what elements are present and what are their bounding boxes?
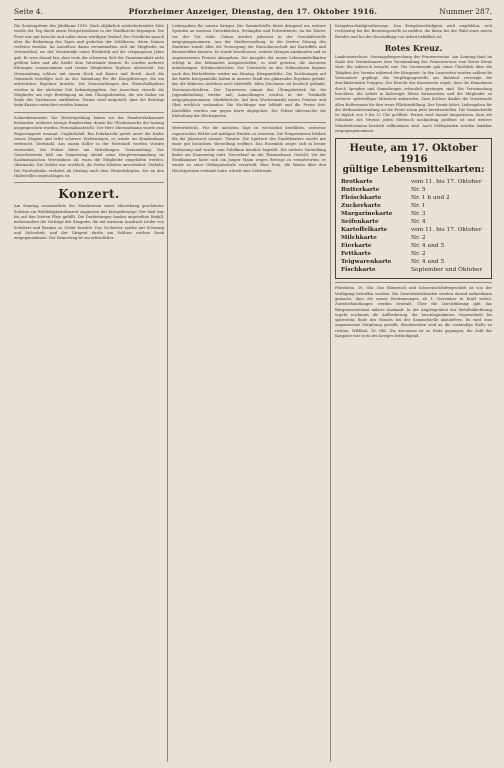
article-separator: [335, 282, 492, 283]
ration-value: Nr. 1: [411, 203, 426, 210]
article-text: Wetterbericht. Für die nächsten Tage ist wechselnd bewölktes, zeitweise regnerisches Wetter mit mäßigen Winden zu erwarten. Die Temperaturen bleiben für die Jahreszeit normal. Theater. Die Spielzeit des Stadttheaters wurde mit einer gut besuchten Vorstellung eröffnet. Das Ensemble zeigte sich in bester Verfassung und wurde vom Publikum herzlich begrüßt. Die nächste Vorstellung findet am Donnerstag statt. Vorverkauf an der Theaterkasse. Gericht. Vor der Strafkammer hatte sich ein junger Mann wegen Betrugs zu verantworten; er wurde zu einer Gefängnisstrafe verurteilt. Eine Frau, die Waren über den Höchstpreisen verkauft hatte, erhielt eine Geldstrafe.: [172, 126, 326, 173]
article-text: Die Sonntagsfeier des Jubiläums 1916. Nach alljährlich wiederkehrender Sitte wurde der Tag durch einen Festgottesdienst in der Stadtkirche begangen. Die Feier war gut besucht und nahm einen würdigen Verlauf. Der Geistliche sprach über die Bedeutung des Tages und gedachte der Gefallenen, deren Namen verlesen wurden. Im Anschluss daran versammelten sich die Mitglieder im Vereinslokal, wo der Vorsitzende einen Rückblick auf die vergangenen Jahre gab. Er wies darauf hin, dass trotz der schweren Zeit der Zusammenhalt nicht gelitten habe und alle Kräfte dem Vaterlande dienen. Es wurden mehrere Ehrungen vorgenommen und treuen Mitgliedern Diplome überreicht. Die Versammlung schloss mit einem Hoch auf Kaiser und Reich. Auch die Gemeinde beteiligte sich an der Sammlung für die Kriegsfürsorge, die ein erfreuliches Ergebnis brachte. Die Veranstaltungen des Winterhalbjahres werden in der nächsten Zeit bekanntgegeben. Der Ausschuss ersucht die Mitglieder um rege Beteiligung an den Übungsabenden, die wie bisher im Saale des Gasthauses stattfinden. Ferner wird mitgeteilt, dass die Beiträge beim Kassier entrichtet werden können.: [14, 24, 164, 108]
ration-row: [341, 210, 486, 218]
ration-row: [341, 194, 486, 202]
ration-row: [341, 178, 486, 186]
ration-value: vom 11. bis 17. Oktober: [411, 179, 482, 186]
ration-value: Nr. 4: [411, 219, 426, 226]
ration-value: Nr. 5: [411, 187, 426, 194]
ration-label: Fleischkarte: [341, 195, 382, 202]
ration-label: Milchkarte: [341, 235, 377, 242]
ration-label: Margarinekarte: [341, 211, 393, 218]
column-right: [335, 24, 492, 762]
article-text: Am Sonntag veranstaltete der Musikverein unter Mitwirkung geschätzter Solisten ein Wohltätigkeitskonzert zugunsten der Kriegsfürsorge. Der Saal war bis auf den letzten Platz gefüllt. Die Darbietungen fanden ungeteilten Beifall, insbesondere die Vorträge der Sängerin, die mit warmem Ausdruck Lieder von Schubert und Brahms zu Gehör brachte. Das Orchester spielte mit Schwung und Sicherheit, und der Dirigent durfte am Schluss reichen Dank entgegennehmen. Der Reinertrag ist ein erfreulicher.: [14, 204, 164, 241]
ration-value: Nr. 4 und 5: [411, 243, 445, 250]
article-separator: [172, 122, 326, 123]
column-rule: [167, 24, 168, 762]
ration-row: [341, 266, 486, 274]
ration-label: Zuckerkarte: [341, 203, 381, 210]
red-cross-heading: Rotes Kreuz.: [384, 42, 443, 53]
food-box-subtitle: gültige Lebensmittelkarten:: [342, 165, 485, 176]
ration-label: Eierkarte: [341, 243, 372, 250]
concert-heading: Konzert.: [58, 187, 120, 202]
article-text: Schneidermeister. Die Meisterprüfung haben vor der Handwerkskammer bestanden: mehrere hiesige Handwerker, denen die Glückwünsche der Innung ausgesprochen wurden. Personalnachricht. Der Herr Oberamtmann wurde zum Regierungsrat ernannt. Unglücksfall. Ein Fuhrknecht geriet unter die Räder seines Wagens und erlitt schwere Verletzungen; er wurde ins Krankenhaus verbracht. Diebstahl. Aus einem Keller in der Weststadt wurden Vorräte entwendet; die Polizei bittet um Mitteilungen. Versammlung. Der Gewerbeverein hält am Donnerstag abend seine Hauptversammlung im Kaufmännischen Vereinshaus ab, wozu die Mitglieder eingeladen werden. Obstmarkt. Die Zufuhr war reichlich, die Preise blieben unverändert. Verkehr. Die Straßenbahn verkehrt ab Montag nach dem Winterfahrplan, der an den Haltestellen angeschlagen ist.: [14, 115, 164, 179]
ration-row: [341, 202, 486, 210]
ration-row: [341, 226, 486, 234]
article-separator: [14, 112, 164, 113]
ration-value: Nr. 3: [411, 211, 426, 218]
ration-row: [341, 218, 486, 226]
column-middle: [172, 24, 326, 762]
ration-value: Nr. 1 b und 2: [411, 195, 450, 202]
ration-label: Kartoffelkarte: [341, 227, 388, 234]
page-header: [14, 5, 492, 20]
ration-value: Nr. 2: [411, 235, 426, 242]
ration-value: Nr. 4 und 5: [411, 259, 445, 266]
column-left: [14, 24, 164, 762]
ration-row: [341, 186, 486, 194]
ration-label: Fettkarte: [341, 251, 372, 258]
ration-list: [341, 178, 486, 274]
food-box-title: Heute, am 17. Oktober 1916: [349, 143, 478, 166]
paper-title: Pforzheimer Anzeiger, Dienstag, den 17. Oktober 1916.: [128, 7, 378, 16]
ration-label: Teigwarenkarte: [341, 259, 392, 266]
ration-row: [341, 250, 486, 258]
ration-row: [341, 242, 486, 250]
ration-value: September und Oktober: [411, 267, 483, 274]
column-rule: [330, 24, 331, 762]
article-text: Liebesgaben für unsere Krieger. Die Sammelstelle bittet dringend um weitere Spenden an warmen Unterkleidern, Strümpfen und Pulswärmern, da der Winter vor der Tür steht. Gaben werden jederzeit in der Geschäftsstelle entgegengenommen. Aus der Stadtverwaltung. In der letzten Sitzung des Stadtrats wurde über die Versorgung der Einwohnerschaft mit Kartoffeln und Brennstoffen beraten. Es wurde beschlossen, weitere Mengen anzukaufen und zu angemessenen Preisen abzugeben. Die Ausgabe der neuen Lebensmittelkarten erfolgt in den bekannten Ausgabestellen; es wird gebeten, die Ausweise mitzubringen. Schulnachrichten. Der Unterricht an den Volksschulen beginnt nach den Herbstferien wieder am Montag. Kriegsanleihe. Die Zeichnungen auf die fünfte Kriegsanleihe haben in unserer Stadt ein glänzendes Ergebnis gehabt, das die früheren Anleihen noch übertrifft. Allen Zeichnern sei herzlich gedankt. Vereinsnachrichten. Der Turnverein nimmt den Übungsbetrieb für die Jugendabteilung wieder auf; Anmeldungen werden in der Turnhalle entgegengenommen. Marktbericht. Auf dem Wochenmarkt waren Gemüse und Obst reichlich vorhanden. Die Nachfrage war lebhaft und die Preise fest. Kartoffeln wurden nur gegen Karte abgegeben. Die Polizei überwachte die Einhaltung der Höchstpreise.: [172, 24, 326, 119]
ration-value: Nr. 2: [411, 251, 426, 258]
page-label: Seite 4.: [14, 7, 43, 16]
article-text: Kriegsbeschädigtenfürsorge. Den Kriegsbeschädigten wird empfohlen, sich rechtzeitig bei der Beratungsstelle zu melden, die ihnen bei der Wahl eines neuen Berufes und bei der Beschaffung von Arbeit behilflich ist.: [335, 24, 492, 39]
ration-row: [341, 258, 486, 266]
ration-label: Butterkarte: [341, 187, 380, 194]
food-ration-box: [335, 138, 492, 279]
ration-label: Seifenkarte: [341, 219, 379, 226]
issue-number: Nummer 287.: [439, 7, 492, 16]
ration-label: Brotkarte: [341, 179, 373, 186]
article-separator: [14, 182, 164, 183]
article-text: Pforzheim, 16. Okt. Das Ebenreich und Scherenschleifergeschäft ist von der Verfügung betroffen worden. Die Gewerbetreibenden werden darauf aufmerksam gemacht, dass die neuen Bestimmungen ab 1. November in Kraft treten. Zuwiderhandlungen werden bestraft. Über die Durchführung gibt das Bürgermeisteramt nähere Auskunft. In der Angelegenheit der Metallablieferung ergeht nochmals die Aufforderung, die beschlagnahmten Gegenstände bis spätestens Ende des Monats bei der Sammelstelle abzuliefern. Es wird eine angemessene Vergütung gezahlt. Beschwerden sind an die zuständige Stelle zu richten. Wildbad, 16. Okt. Die Kursaison ist zu Ende gegangen; die Zahl der Kurgäste war trotz des Krieges befriedigend.: [335, 286, 492, 339]
ration-row: [341, 234, 486, 242]
ration-label: Fischkarte: [341, 267, 376, 274]
article-text: Landesausschuss. Sonntagsbesprechung der Frauenvereine. Am Sonntag fand im Saale des Vereinshauses eine Versammlung des Frauenvereins vom Roten Kreuz statt, die zahlreich besucht war. Die Vorsitzende gab einen Überblick über die Tätigkeit des Vereins während der Kriegszeit. In den Lazaretten wurden zahlreiche Verwundete gepflegt, die Verpflegungsstelle am Bahnhof versorgte die durchfahrenden Truppen. Der Bericht der Kassiererin ergab, dass die Einnahmen durch Spenden und Sammlungen erfreulich gestiegen sind. Die Versammlung beschloss, die Arbeit in bisheriger Weise fortzusetzen und die Mitglieder zu weiterer opferwilliger Mitarbeit aufzurufen. Zum Schluss dankte die Vorsitzende allen Helferinnen für ihre treue Pflichterfüllung. Der Verein bittet, Liebesgaben für die Weihnachtssendung an die Front schon jetzt bereitzustellen. Die Sammelstelle ist täglich von 9 bis 12 Uhr geöffnet. Ferner wird darauf hingewiesen, dass die Nähstube des Vereins jeden Mittwoch nachmittag geöffnet ist und weitere Mitarbeiterinnen herzlich willkommen sind. Auch Geldspenden werden dankbar entgegengenommen.: [335, 54, 492, 134]
ration-value: vom 11. bis 17. Oktober: [411, 227, 482, 234]
